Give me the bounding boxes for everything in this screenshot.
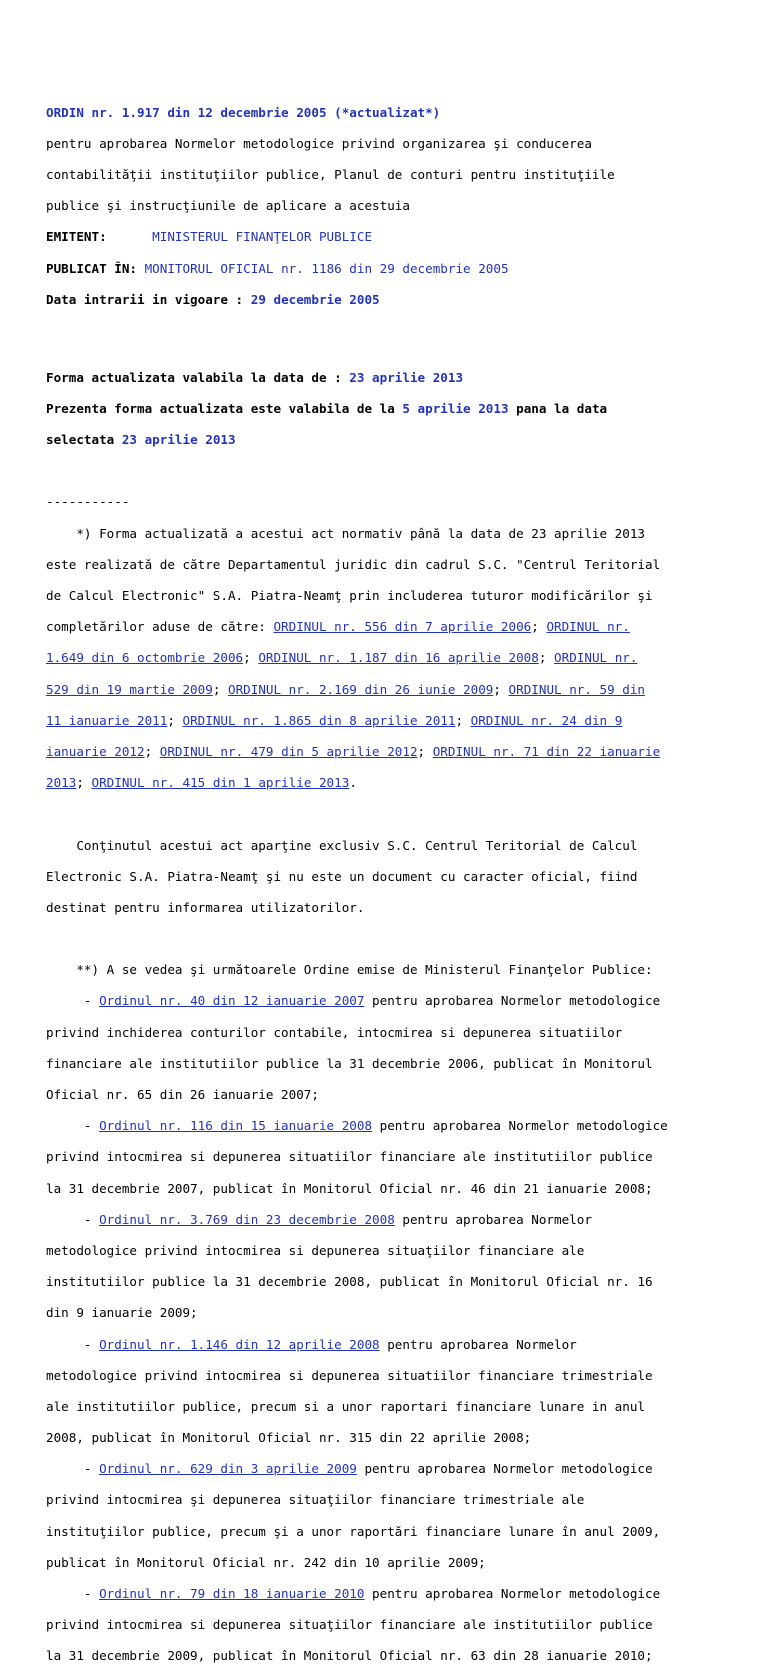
related-line: metodologice privind intocmirea si depunerea situatiilor financiare trimestriale xyxy=(46,1367,653,1383)
related-item-head: - Ordinul nr. 629 din 3 aprilie 2009 pentru aprobarea Normelor metodologice xyxy=(46,1461,653,1477)
separator: ----------- xyxy=(46,494,130,510)
vigoare-row xyxy=(46,292,762,308)
publicat-label: PUBLICAT ÎN: xyxy=(46,260,137,276)
related-item-head: - Ordinul nr. 40 din 12 ianuarie 2007 pentru aprobarea Normelor metodologice xyxy=(46,993,661,1009)
related-line: instituţiilor publice, precum şi a unor raportări financiare lunare în anul 2009, xyxy=(46,1523,661,1539)
ordin-link[interactable]: ORDINUL nr. 479 din 5 aprilie 2012 xyxy=(159,743,418,759)
ordin-link[interactable]: ORDINUL nr. 1.187 din 16 aprilie 2008 xyxy=(258,650,539,666)
document-body xyxy=(46,89,762,1680)
related-item-head: - Ordinul nr. 79 din 18 ianuarie 2010 pentru aprobarea Normelor metodologice xyxy=(46,1586,661,1601)
ordin-link[interactable]: ORDINUL nr. 415 din 1 aprilie 2013 xyxy=(91,775,350,791)
disclaimer-line: Conţinutul acestui act aparţine exclusiv S.C. Centrul Teritorial de Calcul xyxy=(46,837,638,853)
related-intro: **) A se vedea şi următoarele Ordine emise de Ministerul Finanţelor Publice: xyxy=(46,962,653,978)
note-line: ianuarie 2012; ORDINUL nr. 479 din 5 aprilie 2012; ORDINUL nr. 71 din 22 ianuarie xyxy=(46,743,661,759)
ordin-link[interactable]: ORDINUL nr. xyxy=(546,619,630,635)
act-header xyxy=(46,105,762,121)
emitent-row xyxy=(46,229,762,245)
ordin-link[interactable]: 529 din 19 martie 2009 xyxy=(46,681,213,697)
publicat-value: MONITORUL OFICIAL nr. 1186 din 29 decembrie 2005 xyxy=(144,260,509,276)
ordin-link[interactable]: Ordinul nr. 629 din 3 aprilie 2009 xyxy=(99,1461,357,1477)
ordin-link[interactable]: Ordinul nr. 40 din 12 ianuarie 2007 xyxy=(99,993,365,1009)
related-line: privind inchiderea conturilor contabile, intocmirea si depunerea situatiilor xyxy=(46,1024,623,1040)
act-description-line: contabilităţii instituţiilor publice, Planul de conturi pentru instituţiile xyxy=(46,166,615,182)
ordin-link[interactable]: ORDINUL nr. 556 din 7 aprilie 2006 xyxy=(273,619,532,635)
related-line: financiare ale institutiilor publice la 31 decembrie 2006, publicat în Monitorul xyxy=(46,1055,653,1071)
related-line: Oficial nr. 65 din 26 ianuarie 2007; xyxy=(46,1087,319,1102)
related-line: metodologice privind intocmirea si depunerea situaţiilor financiare ale xyxy=(46,1242,585,1258)
selected-date: 23 aprilie 2013 xyxy=(121,432,236,448)
related-line: la 31 decembrie 2007, publicat în Monitorul Oficial nr. 46 din 21 ianuarie 2008; xyxy=(46,1180,653,1196)
related-line: privind intocmirea si depunerea situatiilor financiare ale institutiilor publice xyxy=(46,1149,653,1165)
ordin-link[interactable]: ORDINUL nr. 59 din xyxy=(508,681,646,697)
ordin-link[interactable]: Ordinul nr. 3.769 din 23 decembrie 2008 xyxy=(99,1211,395,1227)
version-row-3 xyxy=(46,432,762,448)
related-line: publicat în Monitorul Oficial nr. 242 din 10 aprilie 2009; xyxy=(46,1554,486,1570)
related-line: institutiilor publice la 31 decembrie 2008, publicat în Monitorul Oficial nr. 16 xyxy=(46,1274,653,1290)
ordin-link[interactable]: ORDINUL nr. 2.169 din 26 iunie 2009 xyxy=(227,681,494,697)
ordin-link[interactable]: Ordinul nr. 1.146 din 12 aprilie 2008 xyxy=(99,1336,380,1352)
act-description-line: publice şi instrucţiunile de aplicare a acestuia xyxy=(46,198,410,214)
related-item-head: - Ordinul nr. 1.146 din 12 aprilie 2008 pentru aprobarea Normelor xyxy=(46,1336,577,1352)
related-line: la 31 decembrie 2009, publicat în Monitorul Oficial nr. 63 din 28 ianuarie 2010; xyxy=(46,1648,653,1664)
note-line: este realizată de către Departamentul juridic din cadrul S.C. "Centrul Teritorial xyxy=(46,556,661,572)
note-line: completărilor aduse de către: ORDINUL nr. 556 din 7 aprilie 2006; ORDINUL nr. xyxy=(46,619,630,635)
ordin-link[interactable]: Ordinul nr. 79 din 18 ianuarie 2010 xyxy=(99,1586,365,1601)
act-title: ORDIN nr. 1.917 din 12 decembrie 2005 (*actualizat*) xyxy=(46,104,441,120)
related-line: privind intocmirea si depunerea situaţiilor financiare ale institutiilor publice xyxy=(46,1617,653,1633)
vigoare-label: Data intrarii in vigoare : xyxy=(46,291,244,307)
note-line: 529 din 19 martie 2009; ORDINUL nr. 2.169 din 26 iunie 2009; ORDINUL nr. 59 din xyxy=(46,681,646,697)
related-text: pentru aprobarea Normelor metodologice xyxy=(356,1461,653,1477)
ordin-link[interactable]: 1.649 din 6 octombrie 2006 xyxy=(46,650,244,666)
disclaimer-line: destinat pentru informarea utilizatorilor. xyxy=(46,899,365,915)
ordin-link[interactable]: Ordinul nr. 116 din 15 ianuarie 2008 xyxy=(99,1118,373,1134)
emitent-value: MINISTERUL FINANŢELOR PUBLICE xyxy=(152,229,373,245)
ordin-link[interactable]: ORDINUL nr. 24 din 9 xyxy=(470,712,623,728)
ordin-link[interactable]: ORDINUL nr. xyxy=(554,650,638,666)
ordin-link[interactable]: 2013 xyxy=(46,775,77,791)
note-text: completărilor aduse de către: xyxy=(46,619,274,635)
related-text: pentru aprobarea Normelor metodologice xyxy=(364,1586,661,1601)
related-text: pentru aprobarea Normelor xyxy=(379,1336,577,1352)
related-item-head: - Ordinul nr. 116 din 15 ianuarie 2008 pentru aprobarea Normelor metodologice xyxy=(46,1118,668,1134)
vigoare-value: 29 decembrie 2005 xyxy=(250,291,380,307)
ordin-link[interactable]: ORDINUL nr. 71 din 22 ianuarie xyxy=(432,743,661,759)
emitent-label: EMITENT: xyxy=(46,229,107,245)
note-line: *) Forma actualizată a acestui act normativ până la data de 23 aprilie 2013 xyxy=(46,525,645,541)
related-line: 2008, publicat în Monitorul Oficial nr. 315 din 22 aprilie 2008; xyxy=(46,1430,532,1446)
act-description-line: pentru aprobarea Normelor metodologice privind organizarea şi conducerea xyxy=(46,135,592,151)
related-text: pentru aprobarea Normelor metodologice xyxy=(372,1118,668,1134)
ordin-link[interactable]: 11 ianuarie 2011 xyxy=(46,712,168,728)
valid-to-label: pana la data xyxy=(516,400,608,416)
related-text: pentru aprobarea Normelor xyxy=(394,1211,592,1227)
valid-from-label: Prezenta forma actualizata este valabila de la xyxy=(46,400,395,416)
selected-label: selectata xyxy=(46,432,115,448)
version-date: 23 aprilie 2013 xyxy=(349,369,464,385)
related-text: pentru aprobarea Normelor metodologice xyxy=(364,993,661,1009)
disclaimer-line: Electronic S.A. Piatra-Neamţ şi nu este un document cu caracter oficial, fiind xyxy=(46,868,638,884)
ordin-link[interactable]: ORDINUL nr. 1.865 din 8 aprilie 2011 xyxy=(182,712,456,728)
publicat-row xyxy=(46,261,762,277)
related-line: ale institutiilor publice, precum si a unor raportari financiare lunare in anul xyxy=(46,1398,645,1414)
related-item-head: - Ordinul nr. 3.769 din 23 decembrie 2008 pentru aprobarea Normelor xyxy=(46,1211,592,1227)
related-line: privind intocmirea şi depunerea situaţiilor financiare trimestriale ale xyxy=(46,1492,585,1508)
ordin-link[interactable]: ianuarie 2012 xyxy=(46,743,145,759)
note-line: de Calcul Electronic" S.A. Piatra-Neamţ prin includerea tuturor modificărilor şi xyxy=(46,588,653,603)
note-line: 11 ianuarie 2011; ORDINUL nr. 1.865 din 8 aprilie 2011; ORDINUL nr. 24 din 9 xyxy=(46,712,623,728)
version-label: Forma actualizata valabila la data de : xyxy=(46,369,342,385)
note-line: 1.649 din 6 octombrie 2006; ORDINUL nr. 1.187 din 16 aprilie 2008; ORDINUL nr. xyxy=(46,650,638,666)
valid-from-date: 5 aprilie 2013 xyxy=(402,400,509,416)
related-line: din 9 ianuarie 2009; xyxy=(46,1305,198,1321)
note-line: 2013; ORDINUL nr. 415 din 1 aprilie 2013. xyxy=(46,775,357,791)
version-row-2 xyxy=(46,401,762,417)
version-row-1 xyxy=(46,370,762,386)
